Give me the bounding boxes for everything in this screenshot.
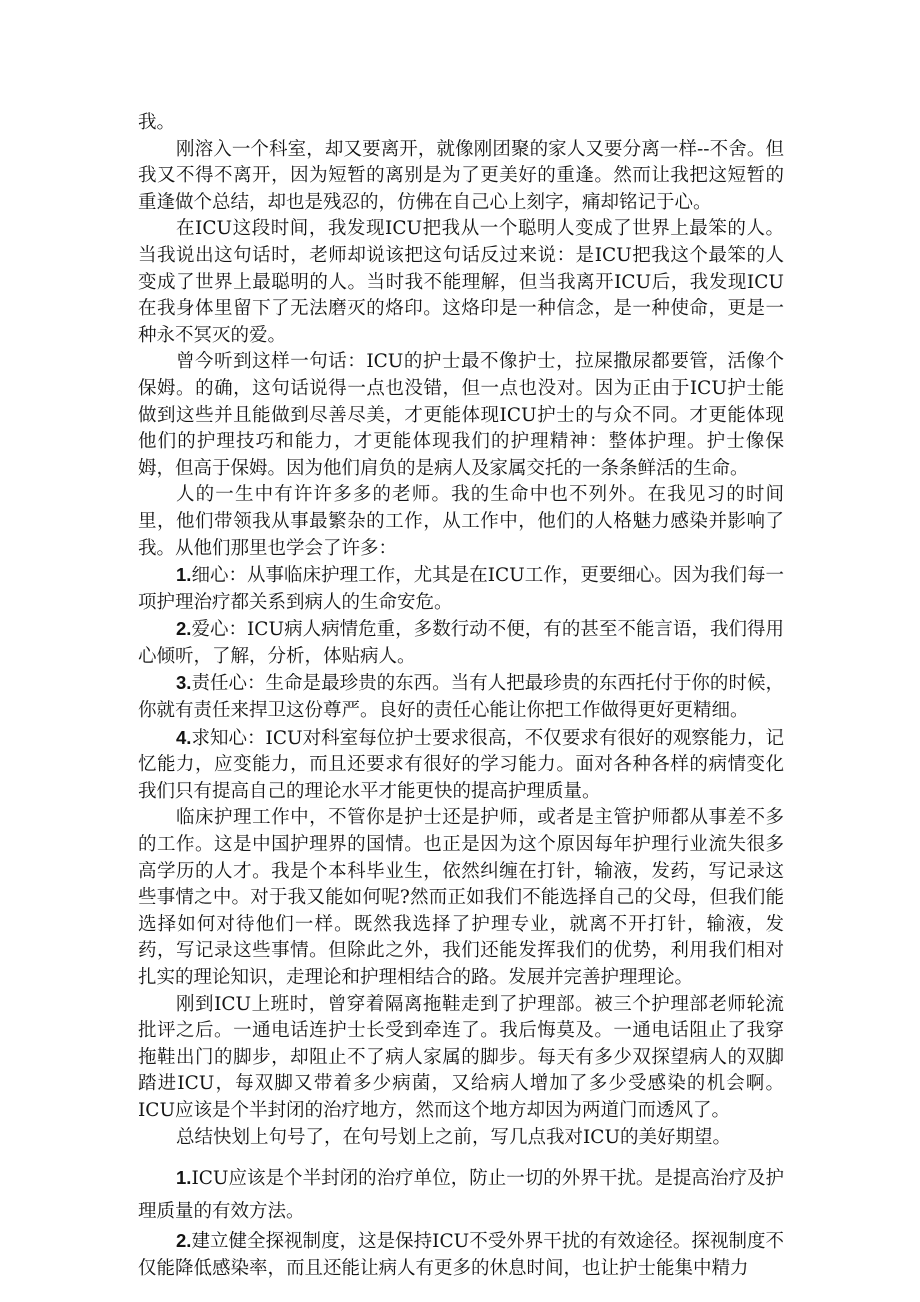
list-item	[138, 725, 784, 806]
list-number: 1.	[176, 564, 192, 586]
paragraph	[138, 482, 784, 562]
list-text: 责任心：生命是最珍贵的东西。当有人把最珍贵的东西托付于你的时候，你就有责任来捍卫这份尊严。良好的责任心能让你把工作做得更好更精细。	[138, 673, 784, 722]
paragraph-text: 在ICU这段时间，我发现ICU把我从一个聪明人变成了世界上最笨的人。当我说出这句话时，老师却说该把这句话反过来说：是ICU把我这个最笨的人变成了世界上最聪明的人。当时我不能理解，但当我离开ICU后，我发现ICU在我身体里留下了无法磨灭的烙印。这烙印是一种信念，是一种使命，更是一种永不冥灭的爱。	[138, 218, 784, 346]
paragraph	[138, 992, 784, 1125]
paragraph-text: 人的一生中有许许多多的老师。我的生命中也不列外。在我见习的时间里，他们带领我从事最繁杂的工作，从工作中，他们的人格魅力感染并影响了我。从他们那里也学会了许多：	[138, 484, 784, 559]
list-item	[138, 562, 784, 616]
paragraph-text: 刚溶入一个科室，却又要离开，就像刚团聚的家人又要分离一样--不舍。但我又不得不离开，因为短暂的离别是为了更美好的重逢。然而让我把这短暂的重逢做个总结，却也是残忍的，仿佛在自己心上刻字，痛却铭记于心。	[138, 138, 784, 213]
list-item	[138, 1161, 784, 1228]
paragraph-text: 我。	[138, 112, 176, 133]
list-text: 建立健全探视制度，这是保持ICU不受外界干扰的有效途径。探视制度不仅能降低感染率，而且还能让病人有更多的休息时间，也让护士能集中精力	[138, 1231, 784, 1279]
paragraph-text: 曾今听到这样一句话：ICU的护士最不像护士，拉屎撒尿都要管，活像个保姆。的确，这句话说得一点也没错，但一点也没对。因为正由于ICU护士能做到这些并且能做到尽善尽美，才更能体现ICU护士的与众不同。才更能体现他们的护理技巧和能力，才更能体现我们的护理精神：整体护理。护士像保姆，但高于保姆。因为他们肩负的是病人及家属交托的一条条鲜活的生命。	[138, 351, 784, 479]
paragraph	[138, 137, 784, 217]
paragraph	[138, 1125, 784, 1152]
paragraph	[138, 349, 784, 482]
paragraph-text: 临床护理工作中，不管你是护士还是护师，或者是主管护师都从事差不多的工作。这是中国护理界的国情。也正是因为这个原因每年护理行业流失很多高学历的人才。我是个本科毕业生，依然纠缠在打针，输液，发药，写记录这些事情之中。对于我又能如何呢?然而正如我们不能选择自己的父母，但我们能选择如何对待他们一样。既然我选择了护理专业，就离不开打针，输液，发药，写记录这些事情。但除此之外，我们还能发挥我们的优势，利用我们相对扎实的理论知识，走理论和护理相结合的路。发展并完善护理理论。	[138, 807, 784, 988]
document-page	[138, 110, 784, 1282]
list-text: ICU应该是个半封闭的治疗单位，防止一切的外界干扰。是提高治疗及护理质量的有效方法。	[138, 1168, 784, 1223]
list-number: 4.	[176, 726, 192, 748]
list-number: 3.	[176, 672, 192, 694]
list-text: 细心：从事临床护理工作，尤其是在ICU工作，更要细心。因为我们每一项护理治疗都关系到病人的生命安危。	[138, 565, 784, 613]
list-number: 2.	[176, 618, 192, 640]
list-text: 求知心：ICU对科室每位护士要求很高，不仅要求有很好的观察能力，记忆能力，应变能力，而且还要求有很好的学习能力。面对各种各样的病情变化我们只有提高自己的理论水平才能更快的提高护理质量。	[138, 727, 784, 802]
list-item	[138, 1228, 784, 1282]
paragraph	[138, 805, 784, 991]
list-number: 1.	[176, 1167, 192, 1189]
paragraph	[138, 216, 784, 349]
paragraph	[138, 110, 784, 137]
list-number: 2.	[176, 1230, 192, 1252]
list-text: 爱心：ICU病人病情危重，多数行动不便，有的甚至不能言语，我们得用心倾听，了解，分析，体贴病人。	[138, 619, 784, 667]
list-item	[138, 616, 784, 670]
list-item	[138, 670, 784, 724]
paragraph-text: 总结快划上句号了，在句号划上之前，写几点我对ICU的美好期望。	[176, 1126, 732, 1148]
paragraph-text: 刚到ICU上班时，曾穿着隔离拖鞋走到了护理部。被三个护理部老师轮流批评之后。一通电话连护士长受到牵连了。我后悔莫及。一通电话阻止了我穿拖鞋出门的脚步，却阻止不了病人家属的脚步。每天有多少双探望病人的双脚踏进ICU，每双脚又带着多少病菌，又给病人增加了多少受感染的机会啊。ICU应该是个半封闭的治疗地方，然而这个地方却因为两道门而透风了。	[138, 993, 784, 1121]
